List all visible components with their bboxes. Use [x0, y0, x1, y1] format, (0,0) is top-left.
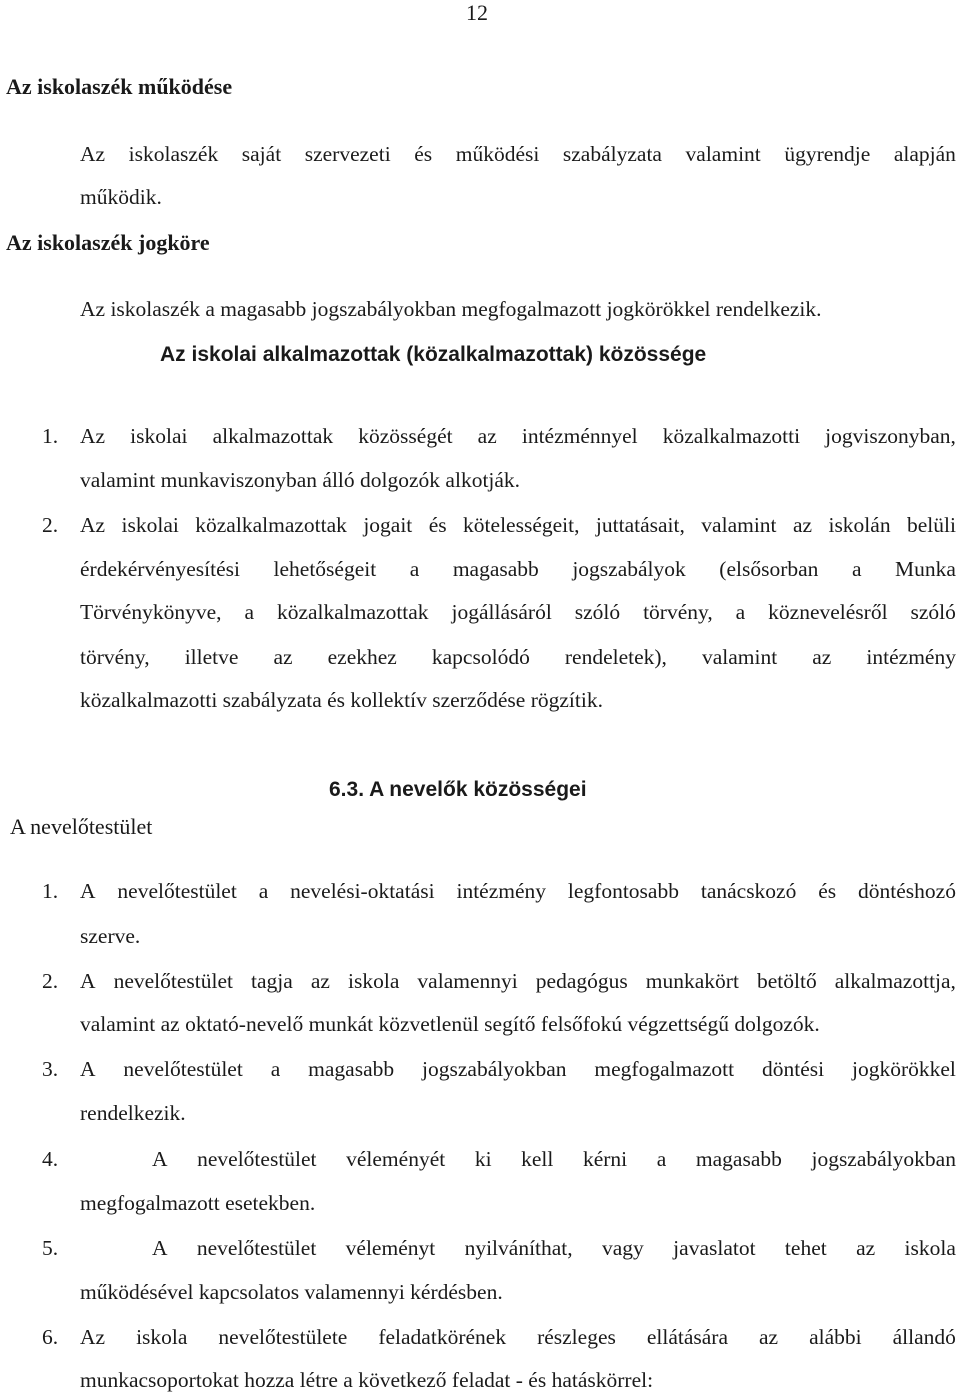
- list-item-line: A nevelőtestület véleményt nyilváníthat, vagy javaslatot tehet az iskola: [152, 1236, 956, 1260]
- list-item-line: megfogalmazott esetekben.: [80, 1191, 316, 1215]
- list-item-number: 2.: [42, 513, 59, 537]
- list-item-line: érdekérvényesítési lehetőségeit a magasabb jogszabályok (elsősorban a Munka: [80, 557, 956, 581]
- list-item-line: A nevelőtestület a nevelési-oktatási intézmény legfontosabb tanácskozó és döntéshozó: [80, 879, 956, 903]
- list-item-number: 1.: [42, 879, 59, 903]
- list-item-line: munkacsoportokat hozza létre a következő feladat - és hatáskörrel:: [80, 1368, 654, 1392]
- list-item-line: rendelkezik.: [80, 1101, 186, 1125]
- paragraph-line: működik.: [80, 185, 162, 209]
- list-item-number: 2.: [42, 969, 59, 993]
- list-item-line: valamint az oktató-nevelő munkát közvetlenül segítő felsőfokú végzettségű dolgozók.: [80, 1012, 820, 1036]
- section-title-nevelok-kozossegei: 6.3. A nevelők közösségei: [329, 778, 587, 801]
- subsection-title-text: A nevelőtestület: [10, 814, 153, 839]
- list-item-line: A nevelőtestület véleményét ki kell kérni a magasabb jogszabályokban: [152, 1147, 956, 1171]
- list-item-line: valamint munkaviszonyban álló dolgozók alkotják.: [80, 468, 521, 492]
- list-item-line: Törvénykönyve, a közalkalmazottak jogállásáról szóló törvény, a köznevelésről szóló: [80, 600, 956, 624]
- list-item-line: A nevelőtestület a magasabb jogszabályokban megfogalmazott döntési jogkörökkel: [80, 1057, 956, 1081]
- list-item-number: 4.: [42, 1147, 59, 1171]
- section-title-iskolaszek-jogkore: Az iskolaszék jogköre: [6, 230, 210, 255]
- list-item-line: Az iskolai alkalmazottak közösségét az intézménnyel közalkalmazotti jogviszonyban,: [80, 424, 956, 448]
- page-number: 12: [466, 0, 488, 25]
- list-item-line: törvény, illetve az ezekhez kapcsolódó rendeletek), valamint az intézmény: [80, 645, 956, 669]
- list-item-number: 6.: [42, 1325, 59, 1349]
- subsection-title-nevelotestulet: [10, 814, 152, 840]
- list-item-line: szerve.: [80, 924, 141, 948]
- section-title-alkalmazottak-kozossege: Az iskolai alkalmazottak (közalkalmazottak) közössége: [160, 343, 707, 366]
- list-item-number: 5.: [42, 1236, 59, 1260]
- list-item-line: Az iskola nevelőtestülete feladatkörének részleges ellátására az alábbi állandó: [80, 1325, 956, 1349]
- list-item-line: A nevelőtestület tagja az iskola valamennyi pedagógus munkakört betöltő alkalmazottja,: [80, 969, 956, 993]
- section-title-iskolaszek-mukodese: Az iskolaszék működése: [6, 74, 233, 99]
- list-item-line: működésével kapcsolatos valamennyi kérdésben.: [80, 1280, 503, 1304]
- list-item-number: 1.: [42, 424, 59, 448]
- paragraph-line: Az iskolaszék saját szervezeti és működési szabályzata valamint ügyrendje alapján: [80, 142, 956, 166]
- list-item-line: Az iskolai közalkalmazottak jogait és kötelességeit, juttatásait, valamint az iskolán belüli: [80, 513, 956, 537]
- list-item-line: közalkalmazotti szabályzata és kollektív szerződése rögzítik.: [80, 688, 603, 712]
- list-item-number: 3.: [42, 1057, 59, 1081]
- paragraph-line: Az iskolaszék a magasabb jogszabályokban megfogalmazott jogkörökkel rendelkezik.: [80, 297, 822, 321]
